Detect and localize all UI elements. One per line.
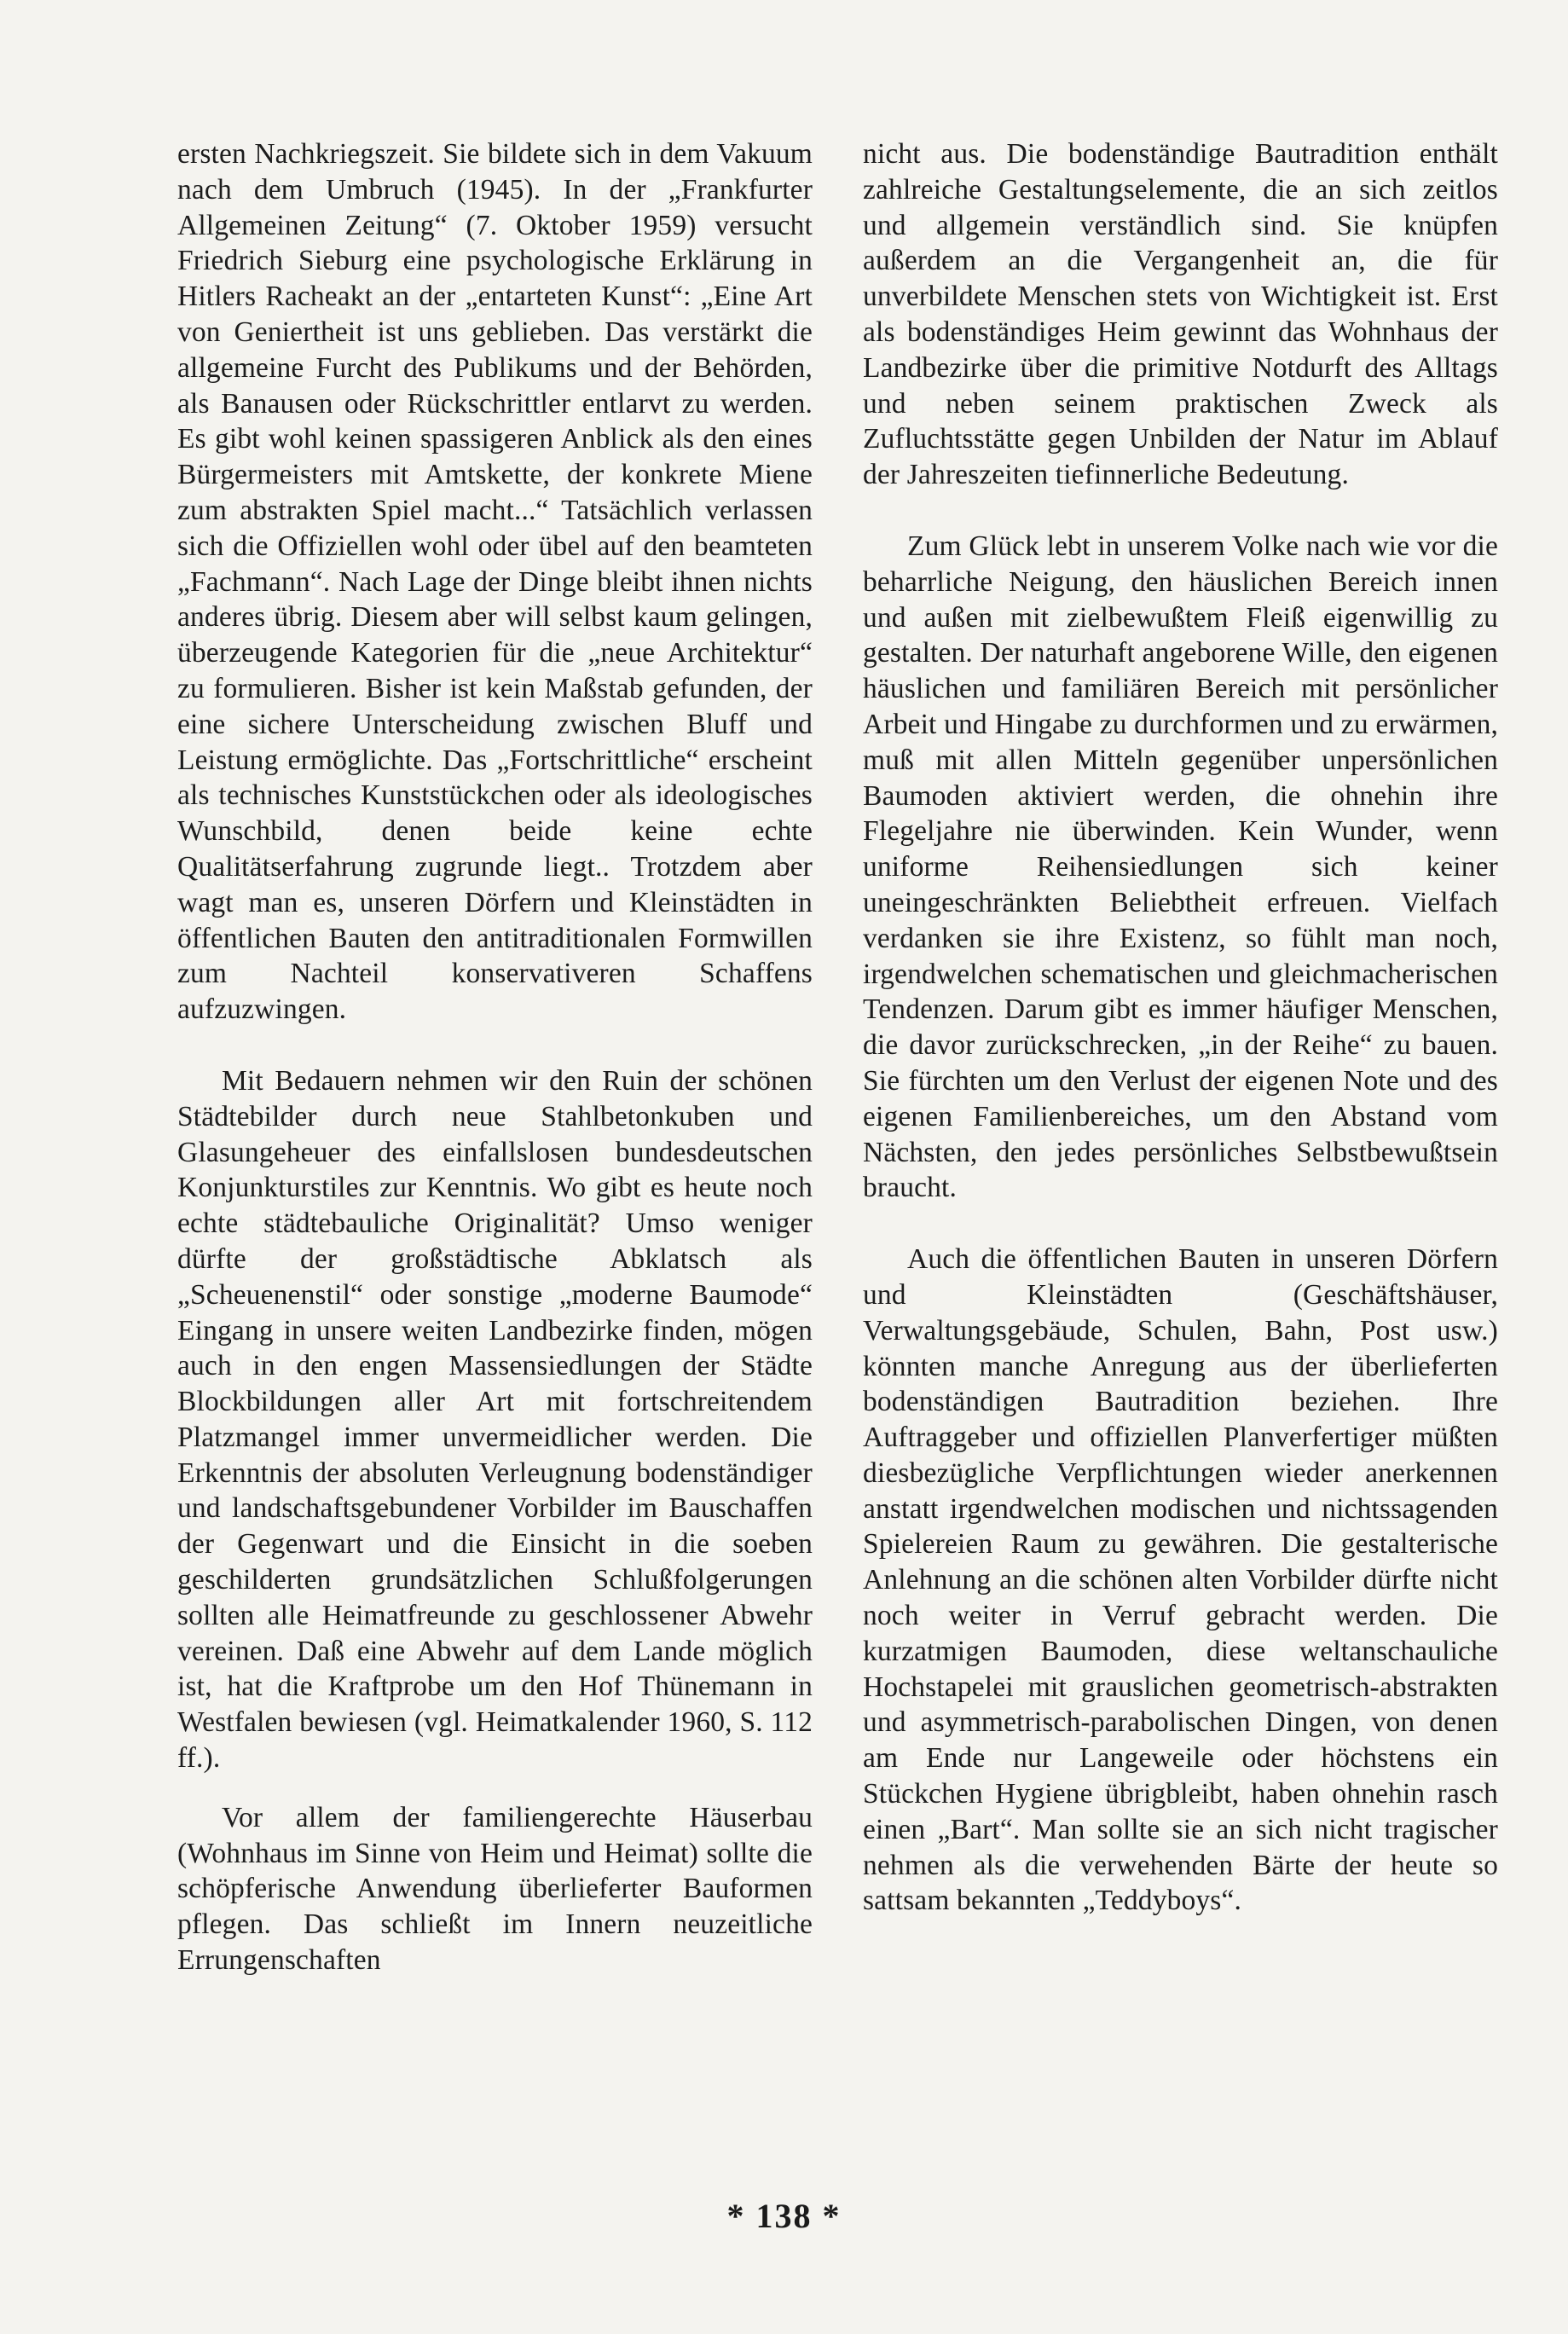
right-column [863, 136, 1498, 1919]
page-number: * 138 * [726, 2197, 842, 2235]
paragraph: Auch die öffentlichen Bauten in unseren Dörfern und Kleinstädten (Geschäftshäuser, Verwaltungsgebäude, Schulen, Bahn, Post usw.) könnten manche Anregung aus der überlieferten bodenständigen Bautradition beziehen. Ihre Auftraggeber und offiziellen Planverfertiger müßten diesbezügliche Verpflichtungen wieder anerkennen anstatt irgendwelchen modischen und nichtssagenden Spielereien Raum zu gewähren. Die gestalterische Anlehnung an die schönen alten Vorbilder dürfte nicht noch weiter in Verruf gebracht werden. Die kurzatmigen Baumoden, diese weltanschauliche Hochstapelei mit grauslichen geometrisch-abstrakten und asymmetrisch-parabolischen Dingen, von denen am Ende nur Langeweile oder höchstens ein Stückchen Hygiene übrigbleibt, haben ohnehin rasch einen „Bart“. Man sollte sie an sich nicht tragischer nehmen als die verwehenden Bärte der heute so sattsam bekannten „Teddyboys“. [863, 1243, 1498, 1917]
paragraph: Zum Glück lebt in unserem Volke nach wie vor die beharrliche Neigung, den häuslichen Bereich innen und außen mit zielbewußtem Fleiß eigenwillig zu gestalten. Der naturhaft angeborene Wille, den eigenen häuslichen und familiären Bereich mit persönlicher Arbeit und Hingabe zu durchformen und zu erwärmen, muß mit allen Mitteln gegenüber unpersönlichen Baumoden aktiviert werden, die ohnehin ihre Flegeljahre nie überwinden. Kein Wunder, wenn uniforme Reihensiedlungen sich keiner uneingeschränkten Beliebtheit erfreuen. Vielfach verdanken sie ihre Existenz, so fühlt man noch, irgendwelchen schematischen und gleichmacherischen Tendenzen. Darum gibt es immer häufiger Menschen, die davor zurückschrecken, „in der Reihe“ zu bauen. Sie fürchten um den Verlust der eigenen Note und des eigenen Familienbereiches, um den Abstand vom Nächsten, den jedes persönliches Selbstbewußtsein braucht. [863, 530, 1498, 1204]
paragraph: ersten Nachkriegszeit. Sie bildete sich in dem Vakuum nach dem Umbruch (1945). In der „Frankfurter Allgemeinen Zeitung“ (7. Oktober 1959) versucht Friedrich Sieburg eine psychologische Erklärung in Hitlers Racheakt an der „entarteten Kunst“: „Eine Art von Geniertheit ist uns geblieben. Das verstärkt die allgemeine Furcht des Publikums und der Behörden, als Banausen oder Rückschrittler entlarvt zu werden. Es gibt wohl keinen spassigeren Anblick als den eines Bürgermeisters mit Amtskette, der konkrete Miene zum abstrakten Spiel macht...“ Tatsächlich verlassen sich die Offiziellen wohl oder übel auf den beamteten „Fachmann“. Nach Lage der Dinge bleibt ihnen nichts anderes übrig. Diesem aber will selbst kaum gelingen, überzeugende Kategorien für die „neue Architektur“ zu formulieren. Bisher ist kein Maßstab gefunden, der eine sichere Unterscheidung zwischen Bluff und Leistung ermöglichte. Das „Fortschrittliche“ erscheint als technisches Kunststückchen oder als ideologisches Wunschbild, denen beide keine echte Qualitätserfahrung zugrunde liegt.. Trotzdem aber wagt man es, unseren Dörfern und Kleinstädten in öffentlichen Bauten den antitraditionalen Formwillen zum Nachteil konservativeren Schaffens aufzuzwingen. [177, 138, 813, 1026]
paragraph: nicht aus. Die bodenständige Bautradition enthält zahlreiche Gestaltungselemente, die an sich zeitlos und allgemein verständlich sind. Sie knüpfen außerdem an die Vergangenheit an, die für unverbildete Menschen stets von Wichtigkeit ist. Erst als bodenständiges Heim gewinnt das Wohnhaus der Landbezirke über die primitive Notdurft des Alltags und neben seinem praktischen Zweck als Zufluchtsstätte gegen Unbilden der Natur im Ablauf der Jahreszeiten tiefinnerliche Bedeutung. [863, 138, 1498, 491]
paragraph: Vor allem der familiengerechte Häuserbau (Wohnhaus im Sinne von Heim und Heimat) sollte die schöpferische Anwendung überlieferter Bauformen pflegen. Das schließt im Innern neuzeitliche Errungenschaften [177, 1801, 813, 1977]
paragraph: Mit Bedauern nehmen wir den Ruin der schönen Städtebilder durch neue Stahlbetonkuben und Glasungeheuer des einfallslosen bundesdeutschen Konjunkturstiles zur Kenntnis. Wo gibt es heute noch echte städtebauliche Originalität? Umso weniger dürfte der großstädtische Abklatsch als „Scheuenenstil“ oder sonstige „moderne Baumode“ Eingang in unsere weiten Landbezirke finden, mögen auch in den engen Massensiedlungen der Städte Blockbildungen aller Art mit fortschreitendem Platzmangel immer unvermeidlicher werden. Die Erkenntnis der absoluten Verleugnung bodenständiger und landschaftsgebundener Vorbilder im Bauschaffen der Gegenwart und die Einsicht in die soeben geschilderten grundsätzlichen Schlußfolgerungen sollten alle Heimatfreunde zu geschlossener Abwehr vereinen. Daß eine Abwehr auf dem Lande möglich ist, hat die Kraftprobe um den Hof Thünemann in Westfalen bewiesen (vgl. Heimatkalender 1960, S. 112 ff.). [177, 1064, 813, 1775]
left-column [177, 136, 813, 1978]
